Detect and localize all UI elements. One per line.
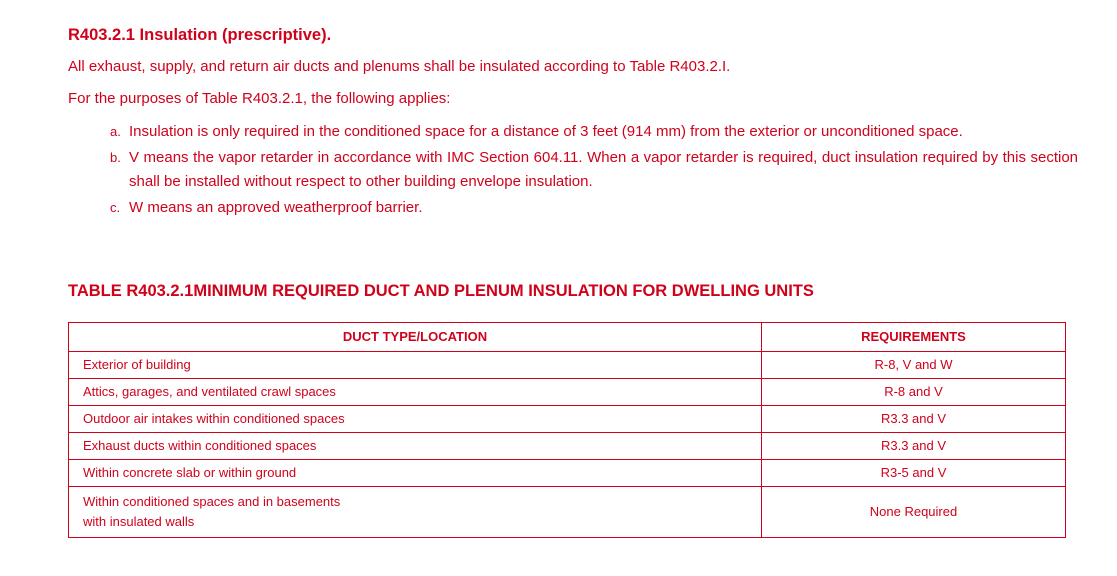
table-row (69, 460, 1066, 487)
cell-location-line: with insulated walls (83, 514, 195, 529)
cell-requirement: R3.3 and V (762, 406, 1066, 433)
cell-location: Outdoor air intakes within conditioned spaces (69, 406, 762, 433)
cell-location: Exhaust ducts within conditioned spaces (69, 433, 762, 460)
note-b (110, 146, 1078, 194)
table-row (69, 406, 1066, 433)
cell-requirement: R-8, V and W (762, 352, 1066, 379)
note-text: Insulation is only required in the conditioned space for a distance of 3 feet (914 mm) from the exterior or unconditioned space. (129, 123, 963, 140)
header-duct-type: DUCT TYPE/LOCATION (69, 323, 762, 352)
cell-requirement: R-8 and V (762, 379, 1066, 406)
note-letter: b. (110, 150, 121, 165)
cell-location: Exterior of building (69, 352, 762, 379)
table-header-row (69, 323, 1066, 352)
section-r403-2-1 (68, 24, 1078, 222)
table-row (69, 433, 1066, 460)
table-row (69, 487, 1066, 538)
note-c (110, 196, 1078, 220)
note-letter: a. (110, 124, 121, 139)
table-title: TABLE R403.2.1MINIMUM REQUIRED DUCT AND PLENUM INSULATION FOR DWELLING UNITS (68, 282, 814, 300)
cell-location (69, 487, 762, 538)
duct-insulation-table (68, 322, 1066, 538)
table-row (69, 379, 1066, 406)
section-paragraph-2: For the purposes of Table R403.2.1, the following applies: (68, 90, 451, 107)
header-requirements: REQUIREMENTS (762, 323, 1066, 352)
section-paragraph-1: All exhaust, supply, and return air ducts and plenums shall be insulated according to Table R403.2.I. (68, 58, 731, 75)
cell-requirement: R3.3 and V (762, 433, 1066, 460)
table-row (69, 352, 1066, 379)
cell-location: Within concrete slab or within ground (69, 460, 762, 487)
note-text: W means an approved weatherproof barrier. (129, 199, 423, 216)
cell-location: Attics, garages, and ventilated crawl spaces (69, 379, 762, 406)
notes-list (68, 120, 1078, 220)
note-text: V means the vapor retarder in accordance with IMC Section 604.11. When a vapor retarder is required, duct insulation required by this section shall be installed without respect to other building envelope insulation. (129, 149, 1078, 190)
section-heading: R403.2.1 Insulation (prescriptive). (68, 26, 332, 44)
note-a (110, 120, 1078, 144)
note-letter: c. (110, 200, 121, 215)
cell-requirement: R3-5 and V (762, 460, 1066, 487)
cell-location-line: Within conditioned spaces and in basements (83, 494, 341, 509)
cell-requirement: None Required (762, 487, 1066, 538)
